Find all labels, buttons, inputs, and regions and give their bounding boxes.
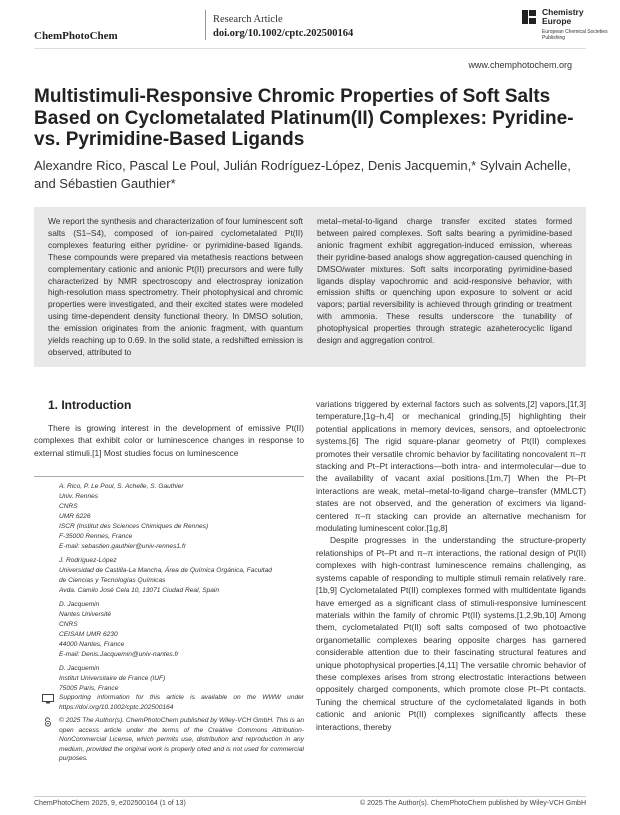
footer-copyright: © 2025 The Author(s). ChemPhotoChem published by Wiley-VCH GmbH (359, 800, 586, 807)
affiliation-line: UMR 6226 (59, 513, 91, 520)
affiliation-line: Institut Universitaire de France (IUF) (59, 675, 166, 682)
abstract-box (34, 207, 586, 367)
affiliation-rule (34, 476, 304, 477)
affiliation-line[interactable]: E-mail: Denis.Jacquemin@univ-nantes.fr (59, 651, 179, 658)
affiliation-line: Avda. Camilo José Cela 10, 13071 Ciudad Real, Spain (59, 587, 220, 594)
intro-paragraph-3: Despite progresses in the understanding the structure-property relationships of Pt–Pt and π–π interactions, the rational design of Pt(II) complexes with high-contrast luminescence remains challenging, as systems capable of responding to multiple stimuli remain relatively rare.[1b,9] Cyclometalated Pt(II) complexes formed with multidentate ligands have emerged as a significant class of stimuli-responsive luminescent materials within the family of chromic Pt(II) systems.[1,2,9b,10] Among them, cyclometalated Pt(II) soft salts composed of two photoactive organometallic complexes bearing opposite charges has garnered considerable attention due to their fascinating structural features and unique photophysical properties.[4,11] The versatile chromic behavior of these complexes arises from strong electrostatic interactions between oppositely charged components, which promote close Pt–Pt contacts. Tuning the chemical structure of the cyclometalated ligands in both cationic and anionic Pt(II) complexes significantly affects these interactions, thereby (316, 535, 586, 732)
supporting-info-text[interactable]: Supporting information for this article is available on the WWW under https://doi.org/10.1002/cptc.202500164 (59, 694, 304, 711)
right-column (316, 398, 586, 733)
affiliation-group (59, 600, 304, 660)
article-type: Research Article (213, 14, 283, 25)
article-doi-link[interactable]: doi.org/10.1002/cptc.202500164 (213, 28, 354, 39)
affiliation-line: D. Jacquemin (59, 601, 100, 608)
affiliation-line: 44000 Nantes, France (59, 641, 125, 648)
affiliation-line: CEISAM UMR 6230 (59, 631, 118, 638)
abstract-right-column: metal–metal-to-ligand charge transfer excited states formed between paired complexes. Soft salts bearing a pyrimidine-based anionic fragment exhibit aggregation-induced emission, whereas their pyridine-based analogs show aggregation-caused quenching in DMSO/water mixtures. Soft salts incorporating pyrimidine-based ligands display vapochromic and acid-responsive behavior, with emission shifts or quenching upon exposure to solvent or acid vapors; partial reversibility is achieved through grinding or treatment with ammonia. These results underscore the tunability of photophysical properties through strategic azaheterocyclic ligand design and aggregation control. (317, 216, 572, 346)
affiliation-line: CNRS (59, 621, 78, 628)
author-list: Alexandre Rico, Pascal Le Poul, Julián Rodríguez-López, Denis Jacquemin,* Sylvain Achelle, and Sébastien Gauthier* (34, 158, 571, 191)
affiliation-line: de Ciencias y Tecnologías Químicas (59, 577, 166, 584)
header-rule (34, 48, 586, 49)
affiliation-group (59, 556, 304, 596)
header-divider (205, 10, 206, 40)
affiliation-line: Universidad de Castilla-La Mancha, Área de Química Orgánica, Facultad (59, 567, 272, 574)
intro-paragraph-2: variations triggered by external factors such as solvents,[2] vapors,[1f,3] temperature,[1g–h,4] or mechanical grinding,[5] highlighting their potential applications in memory devices, sensors, and optoelectronic systems.[6] The rigid square-planar geometry of Pt(II) complexes promotes their versatile chromic behavior by facilitating noncovalent π–π stacking and Pt–Pt interactions—both intra- and intermolecular—due to the availability of vacant axial positions.[1m,7] When the Pt–Pt interactions are weak, metal–metal-to-ligand charge–transfer (MMLCT) states are not observed, and the generation of excimers via ligand-centered π–π stacking can provide an alternative mechanism for modulating luminescent color.[1g,8] (316, 399, 586, 534)
footer-rule (34, 796, 586, 797)
affiliation-line: ISCR (Institut des Sciences Chimiques de Rennes) (59, 523, 209, 530)
affiliations (34, 482, 304, 698)
affiliation-line[interactable]: E-mail: sebastien.gauthier@univ-rennes1.fr (59, 543, 186, 550)
publisher-subtitle: European Chemical Societies Publishing (542, 29, 608, 41)
open-access-icon (42, 717, 54, 727)
left-column (34, 398, 304, 459)
affiliation-group (59, 664, 304, 694)
affiliation-group (59, 482, 304, 552)
affiliation-line: Univ. Rennes (59, 493, 99, 500)
supporting-info-note (34, 693, 304, 712)
affiliation-line: J. Rodríguez-López (59, 557, 117, 564)
license-note (34, 716, 304, 764)
footer-citation: ChemPhotoChem 2025, 9, e202500164 (1 of 13) (34, 800, 186, 807)
affiliation-line: 75005 Paris, France (59, 685, 119, 692)
affiliation-line: D. Jacquemin (59, 665, 100, 672)
article-title: Multistimuli-Responsive Chromic Properties of Soft Salts Based on Cyclometalated Platinum(II) Complexes: Pyridine- vs. Pyrimidine-Based Ligands (34, 86, 574, 150)
article-notes (34, 693, 304, 768)
intro-paragraph-1: There is growing interest in the development of emissive Pt(II) complexes that exhibit color or luminescence changes in response to external stimuli.[1] Most studies focus on luminescence (34, 423, 304, 458)
website-link[interactable]: www.chemphotochem.org (468, 60, 572, 70)
section-heading-introduction: 1. Introduction (48, 398, 132, 412)
affiliation-line: Nantes Université (59, 611, 112, 618)
journal-name: ChemPhotoChem (34, 30, 118, 42)
affiliation-line: A. Rico, P. Le Poul, S. Achelle, S. Gauthier (59, 483, 184, 490)
monitor-icon (42, 694, 54, 704)
affiliation-line: CNRS (59, 503, 78, 510)
affiliation-line: F-35000 Rennes, France (59, 533, 133, 540)
abstract-left-column: We report the synthesis and characterization of four luminescent soft salts (S1–S4), composed of ion-paired cyclometalated Pt(II) complexes featuring either pyridine- or pyrimidine-based ligands. These compounds were prepared via metathesis reactions between complementary cationic and anionic Pt(II) precursors and were fully characterized by NMR spectroscopy and electrospray ionization high-resolution mass spectrometry. Their photophysical and chromic properties were investigated, and their excited states were modeled using time-dependent density functional theory. In DMSO solution, the emission originates from the anionic fragment, with quantum yields reaching up to 0.69. In the solid state, a redshifted emission is observed, attributed to (48, 216, 303, 357)
chemistry-europe-logo (522, 10, 536, 24)
publisher-name: Chemistry Europe (542, 7, 584, 26)
license-text: © 2025 The Author(s). ChemPhotoChem published by Wiley-VCH GmbH. This is an open access article under the terms of the Creative Commons Attribution-NonCommercial License, which permits use, distribution and reproduction in any medium, provided the original work is properly cited and is not used for commercial purposes. (59, 717, 304, 762)
